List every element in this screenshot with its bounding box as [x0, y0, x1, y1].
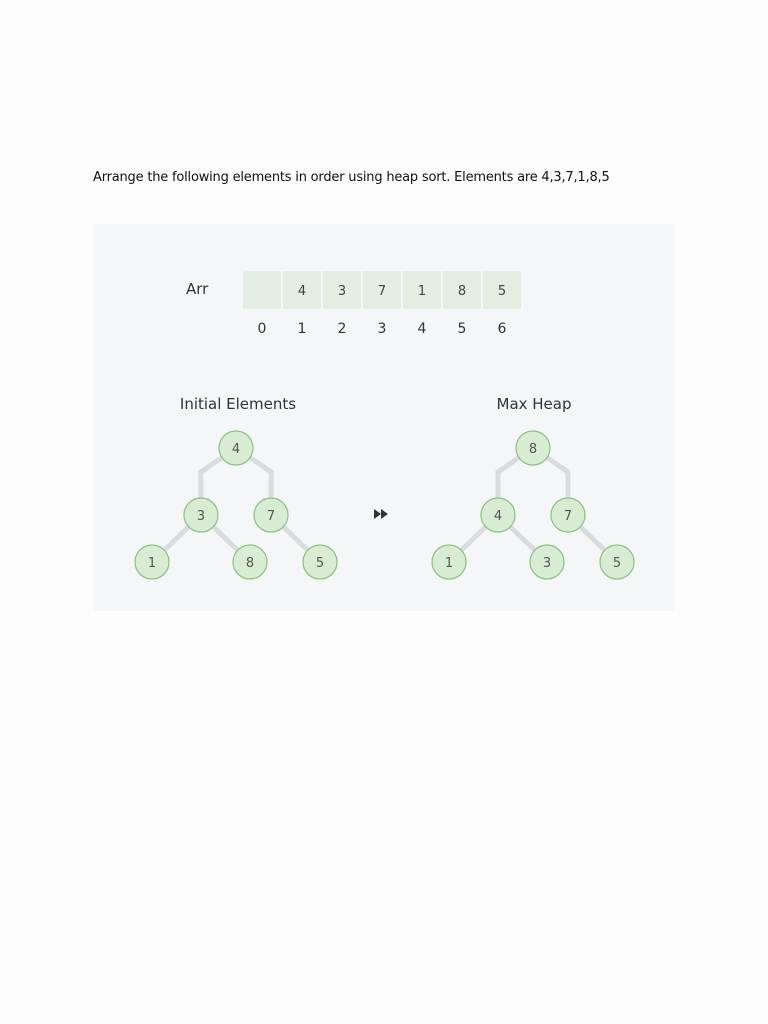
- array-value-4: 1: [417, 284, 427, 299]
- maxheap-node-root: [516, 431, 550, 465]
- array-indices: [258, 321, 507, 337]
- initial-tree-nodes: [135, 431, 337, 579]
- initial-node-left: [184, 498, 218, 532]
- array-value-6: 5: [497, 284, 507, 299]
- array-index-3: 3: [377, 321, 387, 337]
- array-index-4: 4: [417, 321, 427, 337]
- svg-text:5: 5: [315, 556, 325, 571]
- initial-node-left-left: [135, 545, 169, 579]
- initial-node-right: [254, 498, 288, 532]
- svg-text:3: 3: [542, 556, 552, 571]
- maxheap-node-left: [481, 498, 515, 532]
- svg-text:3: 3: [196, 509, 206, 524]
- maxheap-heading: Max Heap: [496, 395, 572, 413]
- maxheap-node-left-left: [432, 545, 466, 579]
- svg-text:5: 5: [612, 556, 622, 571]
- array-index-2: 2: [337, 321, 347, 337]
- svg-text:7: 7: [563, 509, 573, 524]
- heap-sort-figure: [93, 224, 675, 611]
- array-index-0: 0: [257, 321, 267, 337]
- heap-diagram: [93, 224, 675, 611]
- array-index-6: 6: [497, 321, 507, 337]
- svg-text:1: 1: [147, 556, 157, 571]
- maxheap-tree-nodes: [432, 431, 634, 579]
- array-index-5: 5: [457, 321, 467, 337]
- array-label: Arr: [186, 280, 209, 298]
- maxheap-node-right: [551, 498, 585, 532]
- maxheap-node-right-right: [600, 545, 634, 579]
- svg-text:4: 4: [493, 509, 503, 524]
- initial-node-right-right: [303, 545, 337, 579]
- maxheap-node-left-right: [530, 545, 564, 579]
- svg-text:8: 8: [528, 442, 538, 457]
- svg-text:7: 7: [266, 509, 276, 524]
- initial-node-left-right: [233, 545, 267, 579]
- svg-text:4: 4: [231, 442, 241, 457]
- svg-text:1: 1: [444, 556, 454, 571]
- initial-heading: Initial Elements: [179, 395, 297, 413]
- array-cell-0: [242, 270, 282, 310]
- array-value-1: 4: [297, 284, 307, 299]
- fast-forward-icon: [374, 509, 388, 519]
- svg-text:8: 8: [245, 556, 255, 571]
- array-value-2: 3: [337, 284, 347, 299]
- initial-node-root: [219, 431, 253, 465]
- array-cells: [242, 270, 522, 310]
- question-text: Arrange the following elements in order using heap sort. Elements are 4,3,7,1,8,5: [93, 170, 610, 185]
- array-index-1: 1: [297, 321, 307, 337]
- array-value-3: 7: [377, 284, 387, 299]
- array-value-5: 8: [457, 284, 467, 299]
